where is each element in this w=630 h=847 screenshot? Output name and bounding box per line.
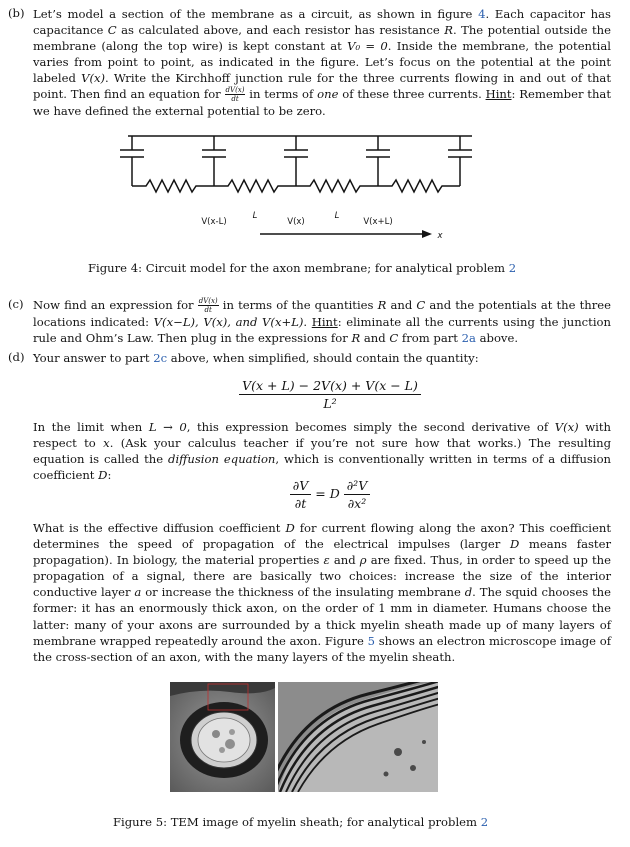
part-c-label: (c) <box>8 297 24 311</box>
text: : eliminate all the currents using the junction rule and Ohm’s Law. Then plug in the expressions for <box>33 315 611 346</box>
math-vx: V(x) <box>554 420 579 434</box>
equation-fraction <box>239 378 421 411</box>
circuit-diagram <box>110 128 500 250</box>
resistor-1 <box>132 180 214 192</box>
math-d-thickness: d <box>464 585 473 600</box>
text: from part <box>398 331 462 346</box>
text: and the potentials at the three locations indicated: <box>33 298 611 329</box>
math-potentials: V(x−L), V(x), and V(x+L) <box>153 315 304 329</box>
math-d: D <box>285 521 295 535</box>
text: . Each capacitor has capacitance <box>33 7 611 38</box>
math-r: R <box>444 23 453 38</box>
text: in terms of <box>245 87 318 102</box>
text: or increase the thickness of the insulating membrane <box>141 585 465 600</box>
capacitor-5 <box>448 136 472 186</box>
figure-4-link[interactable]: 4 <box>478 7 486 21</box>
derivative-fraction <box>225 87 246 103</box>
figure-4-caption <box>88 261 516 275</box>
capacitor-3 <box>284 136 308 186</box>
math-d: D <box>509 537 520 552</box>
part-d-limit-text <box>33 419 611 483</box>
part-2a-link[interactable]: 2a <box>461 331 476 346</box>
text: and <box>386 298 417 312</box>
capacitor-1 <box>120 136 144 186</box>
text: : <box>107 468 112 483</box>
emph-diffusion-equation: diffusion equation <box>168 452 276 467</box>
text: Now find an expression for <box>33 298 198 312</box>
math-c: C <box>107 23 117 38</box>
second-difference-equation <box>200 378 460 411</box>
diffusion-equation <box>230 478 430 511</box>
resistor-3 <box>296 180 378 192</box>
part-2c-link[interactable]: 2c <box>153 351 168 365</box>
label-spacing-l-2: L <box>334 211 340 221</box>
pde-left-fraction <box>290 478 312 511</box>
part-d-label: (d) <box>8 350 25 364</box>
label-v-x-plus-l: V(x+L) <box>363 217 393 227</box>
fraction-den: dt <box>231 95 239 104</box>
caption-text: Figure 5: TEM image of myelin sheath; for analytical problem <box>113 815 481 829</box>
text: Let’s model a section of the membrane as a circuit, as shown in figure <box>33 7 479 21</box>
part-b-text <box>33 6 611 120</box>
text: above. <box>475 331 519 346</box>
resistor-2 <box>214 180 296 192</box>
math-rho: ρ <box>359 553 367 568</box>
math-x: x <box>103 436 110 451</box>
text: : Remember that we have defined the external potential to be zero. <box>33 87 611 119</box>
equation-numerator: V(x + L) − 2V(x) + V(x − L) <box>239 378 421 395</box>
text: What is the effective diffusion coefficient <box>33 521 286 535</box>
pde-right-fraction <box>344 478 371 511</box>
text: . Write the Kirchhoff junction rule for the three currents flowing in and out of that point. Then find an equation for <box>33 71 611 102</box>
math-limit: L → 0 <box>148 420 187 434</box>
tem-image-left <box>170 682 275 792</box>
math-a: a <box>134 585 142 600</box>
text: means faster propagation). In biology, the material properties <box>33 537 611 568</box>
label-v-x: V(x) <box>287 217 305 227</box>
text: of these three currents. <box>338 87 486 102</box>
derivative-fraction <box>198 298 219 314</box>
pde-right-num: ∂²V <box>344 478 371 495</box>
part-d-coefficient-text <box>33 520 611 665</box>
text: . Inside the membrane, the potential varies from point to point, as indicated in the figure. Let’s focus on the potential at the point labeled <box>33 39 612 86</box>
equation-denominator: L² <box>323 396 337 411</box>
emph-one: one <box>317 87 339 102</box>
text: Your answer to part <box>33 351 154 365</box>
math-c: C <box>416 298 426 312</box>
fraction-num: dV(x) <box>225 86 245 95</box>
text: with respect to <box>33 420 611 451</box>
figure-5-caption <box>113 815 488 829</box>
pde-left-den: ∂t <box>294 496 307 511</box>
caption-text: Figure 4: Circuit model for the axon membrane; for analytical problem <box>88 261 509 275</box>
text: and <box>360 331 390 346</box>
pde-equals-d: = D <box>315 486 340 501</box>
label-v-x-minus-l: V(x-L) <box>201 217 227 227</box>
part-c-text <box>33 297 611 346</box>
text: . (Ask your calculus teacher if you’re not sure how that works.) The resulting equation is called the <box>33 436 611 467</box>
math-r: R <box>351 331 361 346</box>
text: , this expression becomes simply the second derivative of <box>186 420 555 434</box>
math-vx: V(x) <box>81 71 106 86</box>
fraction-den: dt <box>204 306 212 314</box>
math-epsilon: ε <box>323 553 330 568</box>
x-axis-arrowhead <box>422 230 432 238</box>
pde-left-num: ∂V <box>290 478 312 495</box>
text: , which is conventionally written in terms of a diffusion coefficient <box>33 452 612 483</box>
text: . The potential outside the membrane (along the top wire) is kept constant at <box>33 23 611 54</box>
text: above, when simplified, should contain the quantity: <box>167 351 479 365</box>
text: . <box>303 315 312 329</box>
math-v0: V₀ = 0 <box>347 39 388 54</box>
text: and <box>329 553 360 568</box>
fraction-num: dV(x) <box>198 297 218 305</box>
text: are fixed. Thus, in order to speed up the propagation of a signal, there are basically two choices: increase the size of the interior conductive layer <box>33 553 612 600</box>
text: as calculated above, and each resistor has resistance <box>116 23 445 38</box>
hint-label: Hint <box>311 315 338 329</box>
label-spacing-l-1: L <box>252 211 258 221</box>
text: for current flowing along the axon? This coefficient determines the speed of propagation of the electrical impulses (larger <box>33 521 611 552</box>
capacitor-4 <box>366 136 390 186</box>
part-b-label: (b) <box>8 6 25 20</box>
capacitor-2 <box>202 136 226 186</box>
math-c: C <box>389 331 399 346</box>
hint-label: Hint <box>485 87 512 102</box>
problem-2-link[interactable]: 2 <box>508 261 517 275</box>
part-d-intro <box>33 350 611 366</box>
text: In the limit when <box>33 420 149 434</box>
figure-5-link[interactable]: 5 <box>367 633 376 648</box>
tem-image-right <box>278 682 438 792</box>
math-d: D <box>98 468 108 483</box>
text: in terms of the quantities <box>218 298 378 312</box>
problem-2-link[interactable]: 2 <box>480 815 489 829</box>
pde-right-den: ∂x² <box>347 496 367 511</box>
text: . The squid chooses the former: it has an enormously thick axon, on the order of 1 mm in diameter. Humans choose the latter: many of your axons are surrounded by a thick myelin sheath made up of many layers of membrane wrapped repeatedly around the axon. Figure <box>33 585 611 648</box>
text: shows an electron microscope image of the cross-section of an axon, with the many layers of the myelin sheath. <box>33 633 611 664</box>
math-r: R <box>377 298 387 312</box>
resistor-4 <box>378 180 460 192</box>
label-axis-x: x <box>437 231 443 241</box>
